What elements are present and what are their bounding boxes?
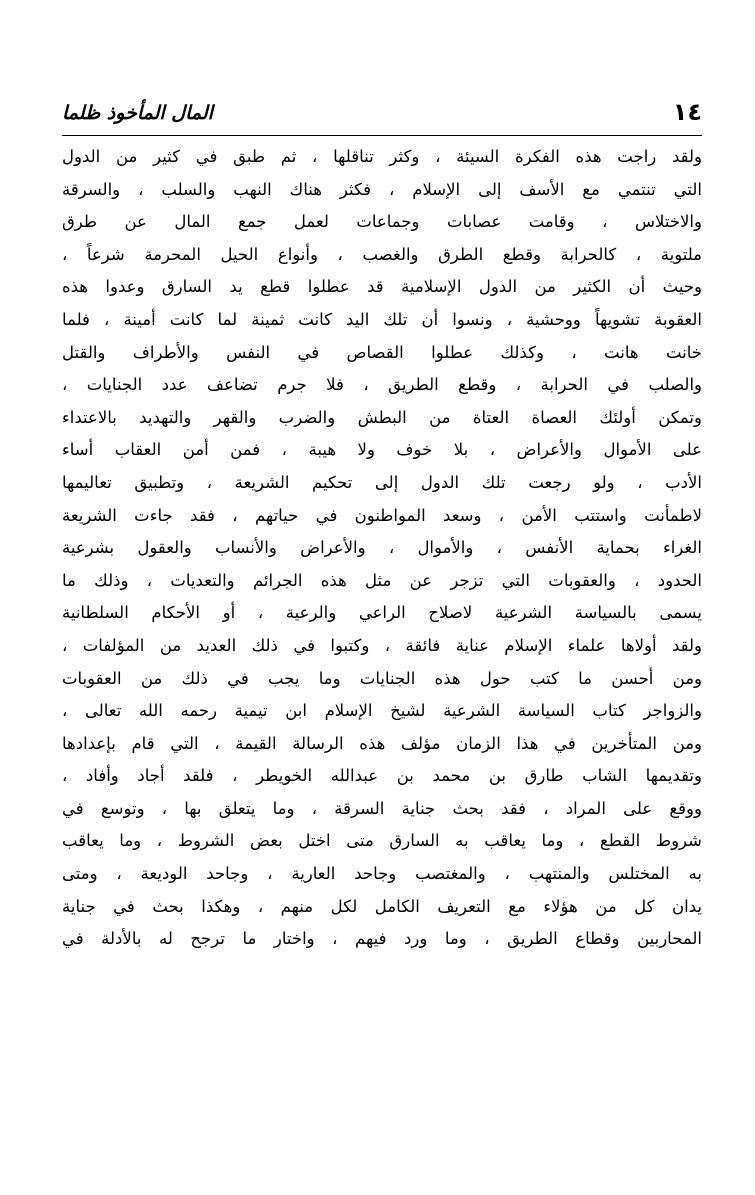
text-line: ملتوية ، كالحرابة وقطع الطرق والغصب ، وأنواع الحيل المحرمة شرعاً ، — [62, 244, 702, 264]
text-line: المحاربين وقطاع الطريق ، وما ورد فيهم ، واختار ما ترجح له بالأدلة في — [62, 929, 702, 949]
text-line: الأدب ، ولو رجعت تلك الدول إلى تحكيم الشريعة ، وتطبيق تعاليمها — [62, 472, 702, 492]
text-line: الغراء بحماية الأنفس ، والأموال ، والأعراض والأنساب والعقول بشرعية — [62, 538, 702, 558]
page-header — [62, 96, 702, 130]
text-line: والزواجر كتاب السياسة الشرعية لشيخ الإسلام ابن تيمية رحمه الله تعالى ، — [62, 701, 702, 721]
text-line: والاختلاس ، وقامت عصابات وجماعات لعمل جمع المال عن طرق — [62, 212, 702, 232]
text-line: به المختلس والمنتهب ، والمغتصب وجاحد العارية ، وجاحد الوديعة ، ومتى — [62, 864, 702, 884]
text-line: وتقديمها الشاب طارق بن محمد بن عبدالله الخويطر ، فلقد أجاد وأفاد ، — [62, 766, 702, 786]
text-line: شروط القطع ، وما يعاقب به السارق متى اختل بعض الشروط ، وما يعاقب — [62, 831, 702, 851]
text-line: وحيث أن الكثير من الدول الإسلامية قد عطلوا قطع يد السارق وعدوا هذه — [62, 277, 702, 297]
body-text — [62, 141, 702, 956]
text-line: يسمى بالسياسة الشرعية لاصلاح الراعي والرعية ، أو الأحكام السلطانية — [62, 603, 702, 623]
running-title: المال المأخوذ ظلما — [62, 102, 213, 124]
text-line: الحدود ، والعقوبات التي تزجر عن مثل هذه الجرائم والتعديات ، وذلك ما — [62, 570, 702, 590]
text-line: لاطمأنت واستتب الأمن ، وسعد المواطنون في حياتهم ، فقد جاءت الشريعة — [62, 505, 702, 525]
page-number: ١٤ — [672, 98, 702, 126]
text-line: ومن المتأخرين في هذا الزمان مؤلف هذه الرسالة القيمة ، التي قام بإعدادها — [62, 733, 702, 753]
text-line: والصلب في الحرابة ، وقطع الطريق ، فلا جرم تضاعف عدد الجنايات ، — [62, 375, 702, 395]
text-line: ومن أحسن ما كتب حول هذه الجنايات وما يجب في ذلك من العقوبات — [62, 668, 702, 688]
text-line: ولقد راجت هذه الفكرة السيئة ، وكثر تناقلها ، ثم طبق في كثير من الدول — [62, 147, 702, 166]
text-line: العقوبة تشويهاً ووحشية ، ونسوا أن تلك اليد كانت ثمينة لما كانت أمينة ، فلما — [62, 309, 702, 329]
text-line: على الأموال والأعراض ، بلا خوف ولا هيبة ، فمن أمن العقاب أساء — [62, 440, 702, 460]
text-line: خانت هانت ، وكذلك عطلوا القصاص في النفس والأطراف والقتل — [62, 342, 702, 362]
text-line: يدان كل من هؤلاء مع التعريف الكامل لكل منهم ، وهكذا بحث في جناية — [62, 896, 702, 916]
header-divider — [62, 135, 702, 136]
text-line: ووقع على المراد ، فقد بحث جناية السرقة ، وما يتعلق بها ، وتوسع في — [62, 798, 702, 818]
text-line: ولقد أولاها علماء الإسلام عناية فائقة ، وكتبوا في ذلك العديد من المؤلفات ، — [62, 635, 702, 655]
text-line: وتمكن أولئك العصاة العتاة من البطش والضرب والقهر والتهديد بالاعتداء — [62, 407, 702, 427]
text-line: التي تنتمي مع الأسف إلى الإسلام ، فكثر هناك النهب والسلب ، والسرقة — [62, 179, 702, 199]
